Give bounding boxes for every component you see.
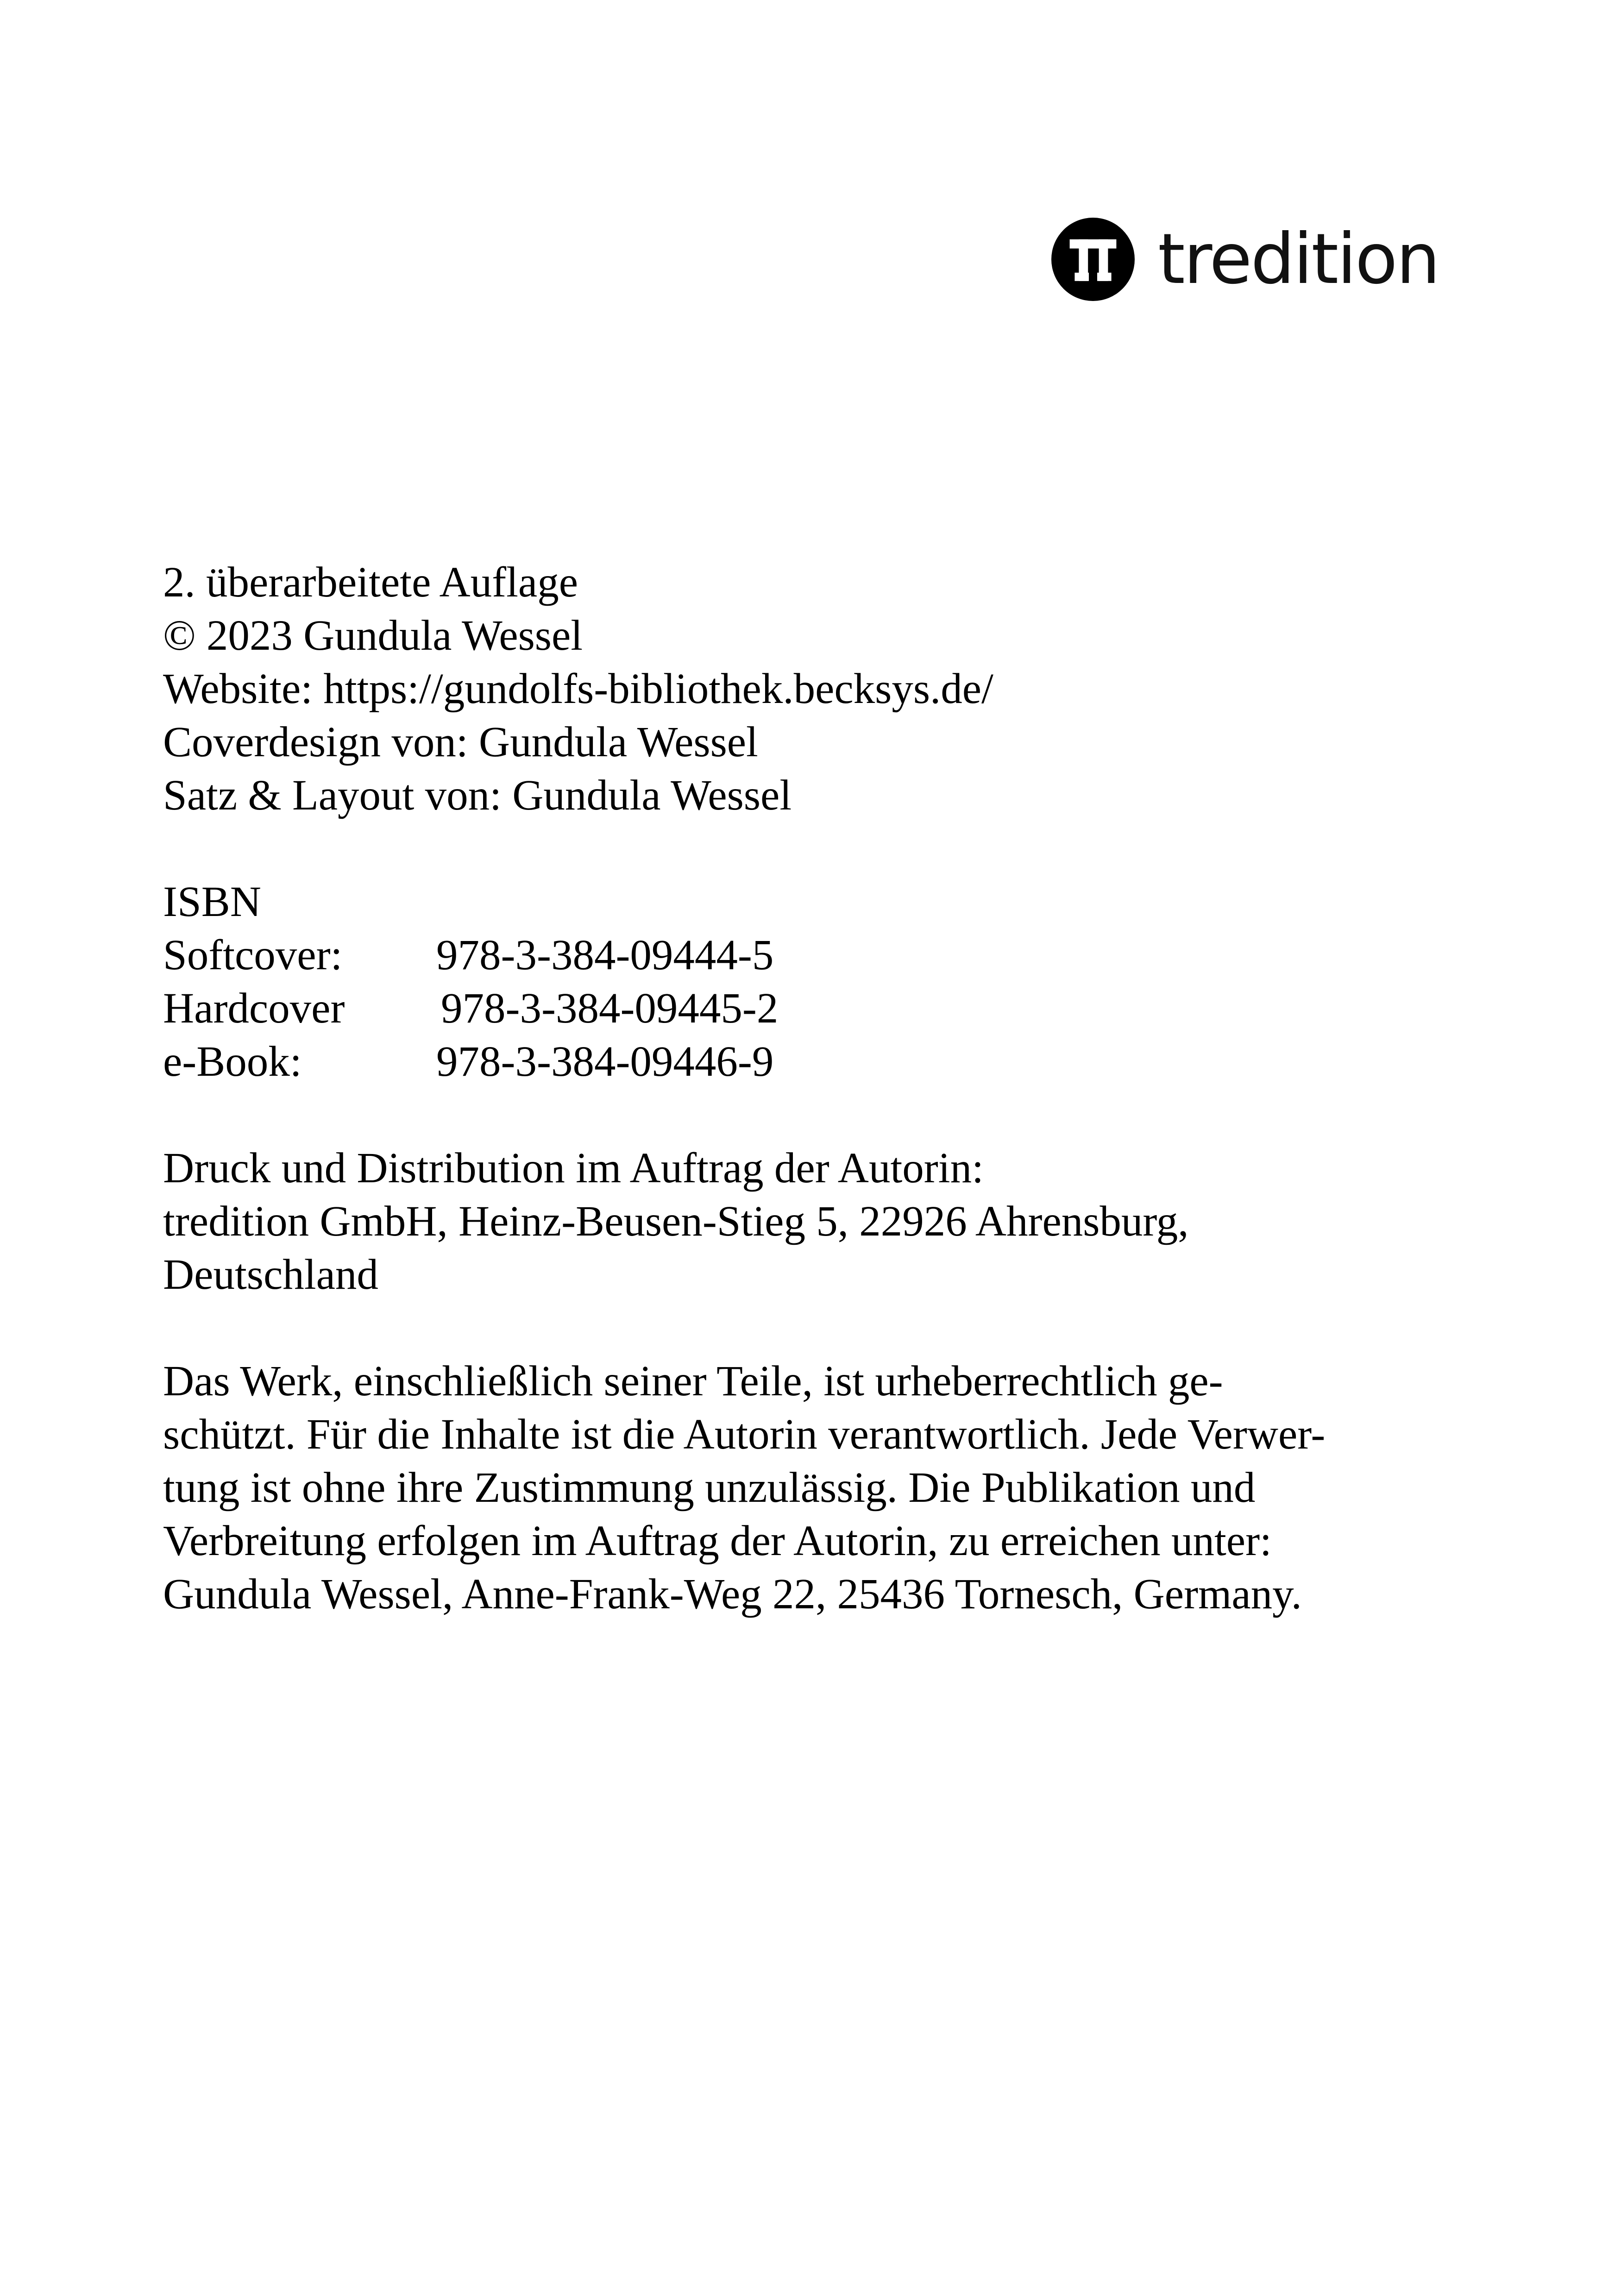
layout-line: Satz & Layout von: Gundula Wessel <box>163 772 792 819</box>
isbn-value: 978-3-384-09445-2 <box>441 985 779 1032</box>
tredition-logo-icon <box>1051 218 1135 301</box>
copyright-line: © 2023 Gundula Wessel <box>163 612 583 659</box>
isbn-row-softcover <box>163 928 1506 982</box>
spacer <box>163 1301 1506 1355</box>
spacer <box>163 822 1506 875</box>
distribution-line: Druck und Distribution im Auftrag der Autorin: <box>163 1144 984 1192</box>
isbn-value: 978-3-384-09446-9 <box>436 1038 774 1085</box>
isbn-value: 978-3-384-09444-5 <box>436 931 774 979</box>
logo-wordmark: tredition <box>1158 219 1439 300</box>
isbn-row-ebook <box>163 1035 1506 1088</box>
website-line: Website: https://gundolfs-bibliothek.becksys.de/ <box>163 665 993 713</box>
publisher-logo <box>1051 218 1439 301</box>
isbn-label: e-Book: <box>163 1038 302 1085</box>
distribution-line: Deutschland <box>163 1251 378 1299</box>
distribution-line: tredition GmbH, Heinz-Beusen-Stieg 5, 22926 Ahrensburg, <box>163 1198 1189 1245</box>
cover-design-line: Coverdesign von: Gundula Wessel <box>163 718 758 766</box>
isbn-row-hardcover <box>163 982 1506 1035</box>
rights-line: Das Werk, einschließlich seiner Teile, ist urheberrechtlich ge- <box>163 1357 1223 1405</box>
edition-line: 2. überarbeitete Auflage <box>163 558 578 606</box>
isbn-label: Softcover: <box>163 931 343 979</box>
isbn-label: Hardcover <box>163 985 345 1032</box>
rights-line: Verbreitung erfolgen im Auftrag der Autorin, zu erreichen unter: <box>163 1517 1272 1565</box>
rights-line: schützt. Für die Inhalte ist die Autorin verantwortlich. Jede Verwer- <box>163 1411 1326 1458</box>
isbn-heading: ISBN <box>163 878 261 926</box>
imprint-block <box>163 556 1506 1621</box>
rights-line: tung ist ohne ihre Zustimmung unzulässig. Die Publikation und <box>163 1464 1256 1512</box>
spacer <box>163 1088 1506 1142</box>
rights-line: Gundula Wessel, Anne-Frank-Weg 22, 25436 Tornesch, Germany. <box>163 1570 1302 1618</box>
